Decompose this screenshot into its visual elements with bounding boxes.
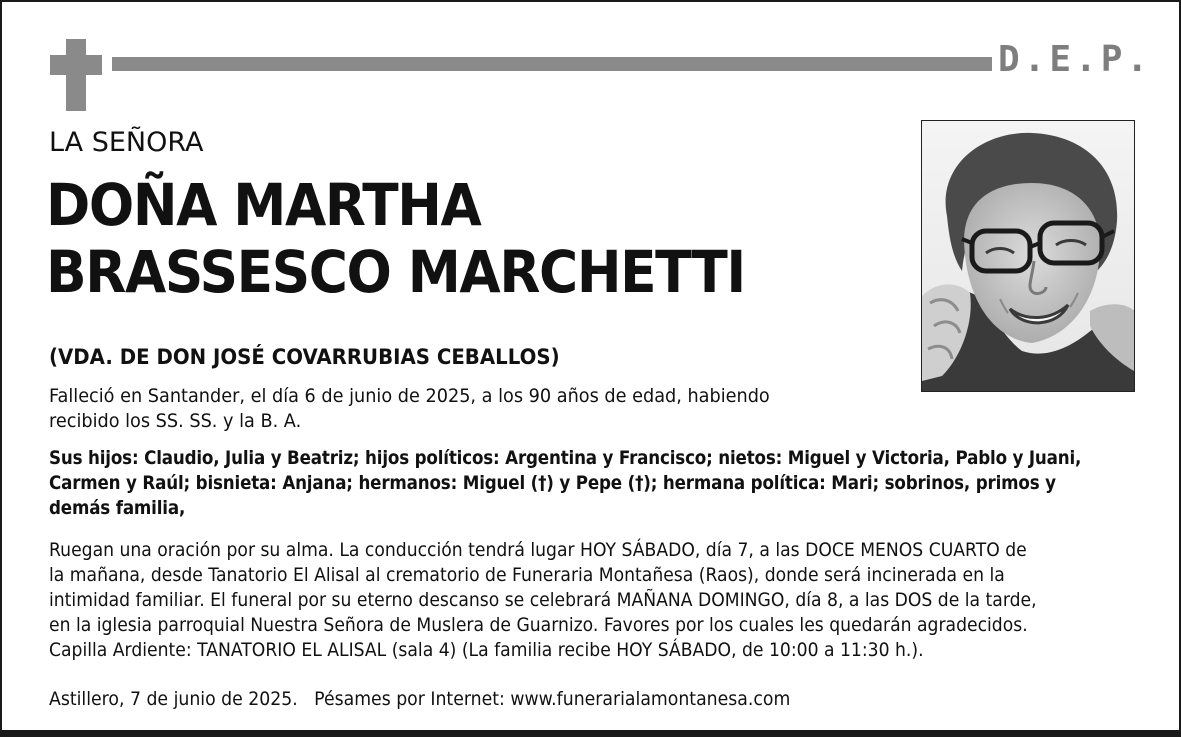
deceased-name xyxy=(46,172,745,306)
footer-web: Pésames por Internet: www.funerarialamontanesa.com xyxy=(314,688,791,710)
text-line: en la iglesia parroquial Nuestra Señora de Muslera de Guarnizo. Favores por los cuales les quedarán agradecidos. xyxy=(49,614,1028,636)
text-line: recibido los SS. SS. y la B. A. xyxy=(49,410,302,432)
text-line: Carmen y Raúl; bisnieta: Anjana; hermanos: Miguel (†) y Pepe (†); hermana política: Mari; sobrinos, primos y xyxy=(49,472,1056,494)
family-paragraph xyxy=(49,446,1081,521)
text-line: Capilla Ardiente: TANATORIO EL ALISAL (sala 4) (La familia recibe HOY SÁBADO, de 10:00 a 11:30 h.). xyxy=(49,639,924,661)
text-line: Sus hijos: Claudio, Julia y Beatriz; hijos políticos: Argentina y Francisco; nietos: Miguel y Victoria, Pablo y Juani, xyxy=(49,447,1082,469)
name-line-2: BRASSESCO MARCHETTI xyxy=(46,238,745,306)
text-line: la mañana, desde Tanatorio El Alisal al crematorio de Funeraria Montañesa (Raos), donde será incinerada en la xyxy=(49,564,1005,586)
header-rule xyxy=(112,57,992,71)
dep-label: D.E.P. xyxy=(998,39,1153,80)
cross-icon xyxy=(50,39,102,111)
text-line: intimidad familiar. El funeral por su eterno descanso se celebrará MAÑANA DOMINGO, día 8, a las DOS de la tarde, xyxy=(49,589,1037,611)
service-paragraph xyxy=(49,538,1037,663)
name-line-1: DOÑA MARTHA xyxy=(46,171,481,239)
footer-line xyxy=(49,687,790,712)
text-line: Ruegan una oración por su alma. La conducción tendrá lugar HOY SÁBADO, día 7, a las DOCE MENOS CUARTO de xyxy=(49,539,1027,561)
intro-label: LA SEÑORA xyxy=(49,127,204,158)
widow-of-line: (VDA. DE DON JOSÉ COVARRUBIAS CEBALLOS) xyxy=(49,345,560,369)
footer-place-date: Astillero, 7 de junio de 2025. xyxy=(49,688,298,710)
text-line: Falleció en Santander, el día 6 de junio de 2025, a los 90 años de edad, habiendo xyxy=(49,385,770,407)
death-paragraph xyxy=(49,384,793,434)
text-line: demás familia, xyxy=(49,497,186,519)
portrait-photo xyxy=(921,120,1135,392)
portrait-image xyxy=(922,121,1134,391)
